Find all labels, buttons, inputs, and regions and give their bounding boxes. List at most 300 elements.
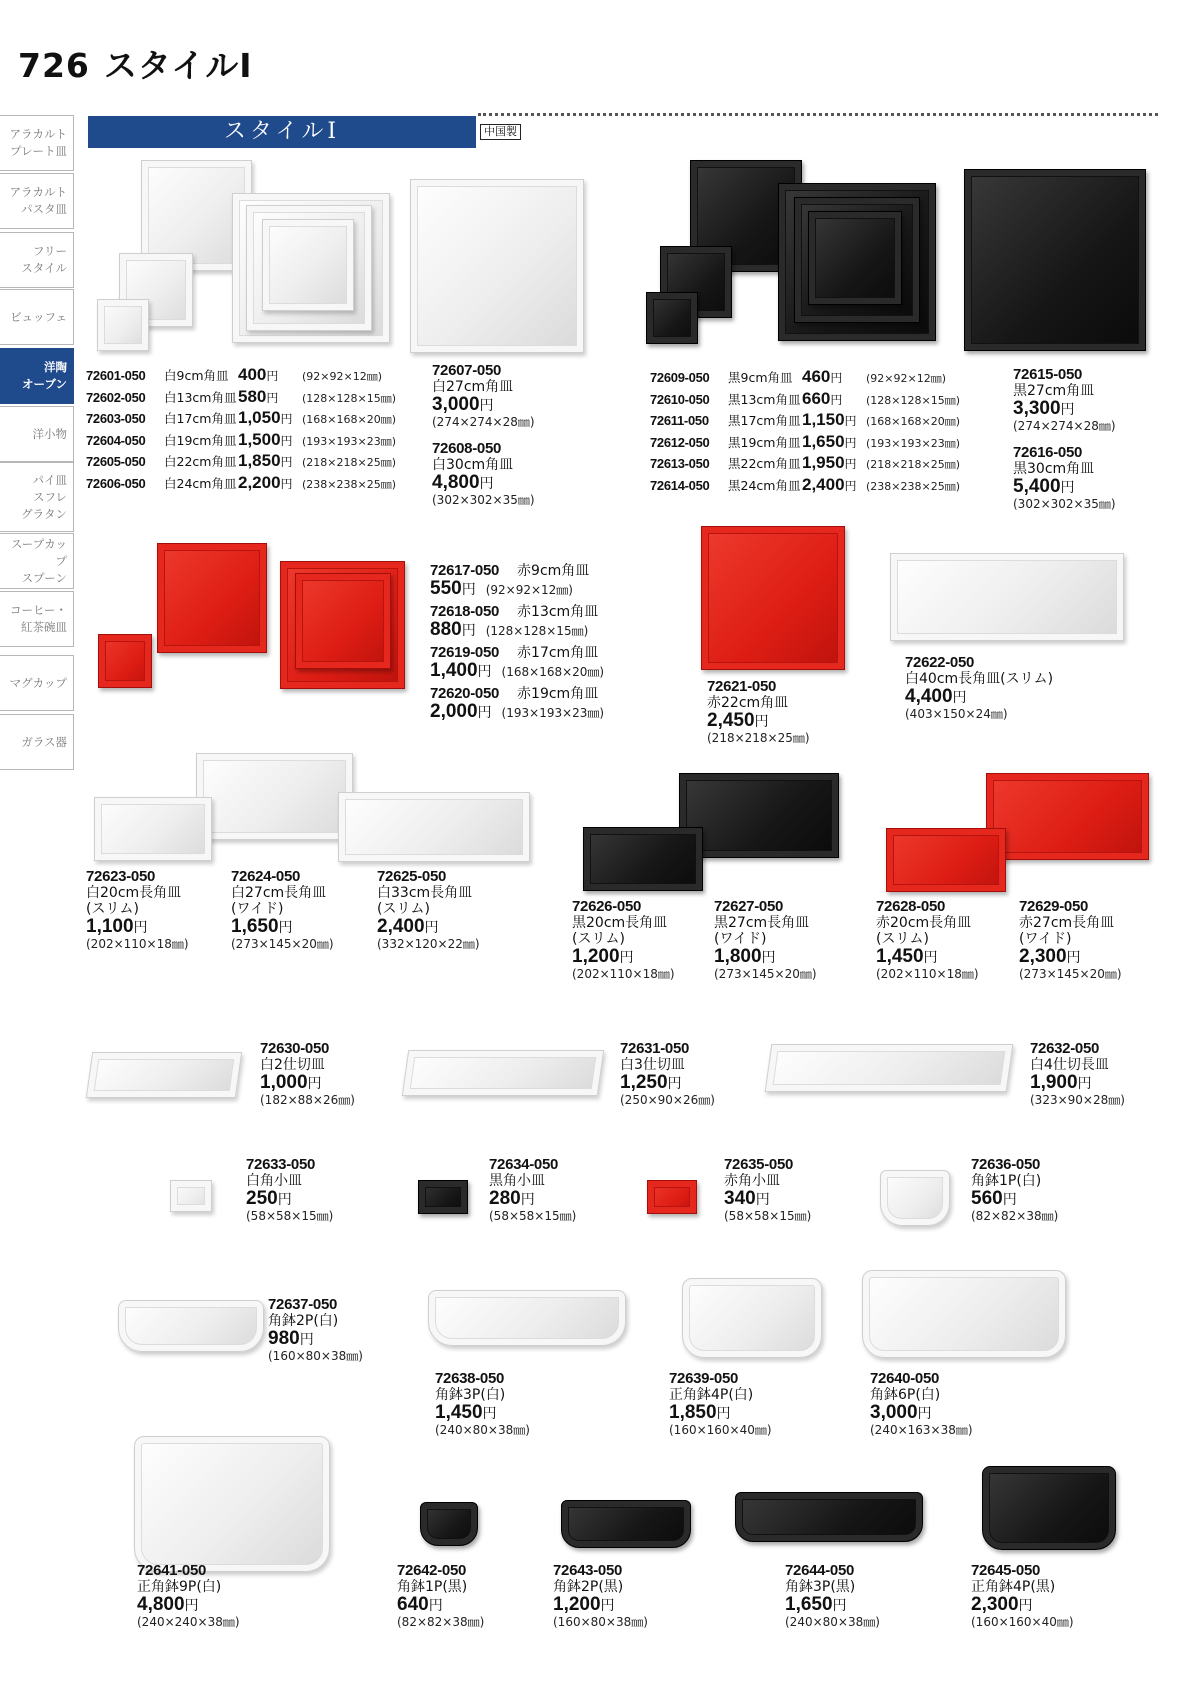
item-price bbox=[430, 579, 476, 599]
item-dimensions: (128×128×15㎜) bbox=[302, 391, 397, 405]
item-price bbox=[971, 1189, 1058, 1209]
item-code: 72640-050 bbox=[870, 1370, 940, 1387]
item-dimensions: (240×80×38㎜) bbox=[435, 1423, 530, 1437]
item-price bbox=[870, 1403, 973, 1423]
price-value: 4,800 bbox=[432, 472, 480, 493]
item-dimensions: (273×145×20㎜) bbox=[714, 967, 817, 981]
item-subtype: (ワイド) bbox=[1019, 931, 1072, 947]
table-row bbox=[86, 430, 396, 452]
currency-label: 円 bbox=[133, 919, 148, 935]
currency-label: 円 bbox=[477, 704, 492, 720]
item-code: 72643-050 bbox=[553, 1562, 623, 1579]
plate-image bbox=[338, 792, 530, 862]
currency-label: 円 bbox=[600, 1597, 615, 1613]
item-code: 72639-050 bbox=[669, 1370, 739, 1387]
item-price bbox=[260, 1073, 355, 1093]
item-dimensions: (58×58×15㎜) bbox=[489, 1209, 577, 1223]
item-name: 黒角小皿 bbox=[489, 1173, 545, 1189]
item-subtype: (スリム) bbox=[86, 901, 139, 917]
item-code: 72629-050 bbox=[1019, 898, 1089, 915]
product-info bbox=[137, 1562, 240, 1629]
product-info bbox=[1013, 444, 1116, 511]
sidebar-tab[interactable] bbox=[0, 714, 74, 770]
sidebar-tab-label: ガラス器 bbox=[21, 734, 67, 749]
item-price bbox=[432, 473, 535, 493]
price-value: 1,450 bbox=[876, 946, 924, 967]
plate-image bbox=[295, 573, 391, 669]
item-price bbox=[238, 408, 302, 429]
item-code: 72626-050 bbox=[572, 898, 642, 915]
item-code: 72635-050 bbox=[724, 1156, 794, 1173]
sidebar-tab[interactable] bbox=[0, 289, 74, 345]
item-dimensions: (323×90×28㎜) bbox=[1030, 1093, 1125, 1107]
item-code: 72631-050 bbox=[620, 1040, 690, 1057]
item-subtype: (スリム) bbox=[876, 931, 929, 947]
item-name: 角鉢3P(黒) bbox=[785, 1579, 856, 1595]
currency-label: 円 bbox=[1066, 949, 1081, 965]
currency-label: 円 bbox=[461, 581, 476, 597]
item-code: 72621-050 bbox=[707, 678, 777, 695]
currency-label: 円 bbox=[1077, 1075, 1092, 1091]
sidebar-tab-label: プレート皿 bbox=[9, 144, 67, 158]
item-price bbox=[268, 1329, 363, 1349]
price-value: 640 bbox=[397, 1594, 429, 1615]
sidebar-tab[interactable] bbox=[0, 655, 74, 711]
item-name: 角鉢3P(白) bbox=[435, 1387, 506, 1403]
currency-label: 円 bbox=[830, 392, 843, 407]
currency-label: 円 bbox=[832, 1597, 847, 1613]
sidebar-tab-label: アラカルト bbox=[9, 127, 67, 141]
item-code: 72601-050 bbox=[86, 368, 146, 383]
item-dimensions: (302×302×35㎜) bbox=[1013, 497, 1116, 511]
item-name: 赤19cm角皿 bbox=[517, 686, 599, 702]
product-info bbox=[707, 678, 810, 745]
list-item bbox=[430, 642, 604, 681]
currency-label: 円 bbox=[477, 663, 492, 679]
item-code: 72602-050 bbox=[86, 389, 146, 405]
list-item bbox=[430, 601, 604, 640]
sidebar-tab[interactable] bbox=[0, 173, 74, 229]
item-subtype: (スリム) bbox=[572, 931, 625, 947]
item-code: 72642-050 bbox=[397, 1562, 467, 1579]
product-info bbox=[86, 868, 189, 951]
item-dimensions: (250×90×26㎜) bbox=[620, 1093, 715, 1107]
sidebar-tab-label: スフレ bbox=[32, 489, 67, 504]
table-row bbox=[650, 432, 960, 454]
table-row bbox=[86, 451, 396, 473]
item-dimensions: (160×80×38㎜) bbox=[553, 1615, 648, 1629]
item-dimensions: (193×193×23㎜) bbox=[866, 436, 961, 450]
plate-image bbox=[646, 292, 698, 344]
item-code: 72645-050 bbox=[971, 1562, 1041, 1579]
item-dimensions: (92×92×12㎜) bbox=[485, 583, 573, 597]
item-name: 白9cm角皿 bbox=[164, 368, 229, 383]
item-name: 黒27cm角皿 bbox=[1013, 383, 1095, 399]
item-name: 正角鉢4P(黒) bbox=[971, 1579, 1056, 1595]
sidebar-tab-label: スタイル bbox=[21, 261, 67, 275]
sidebar-tab-label: スープカップ bbox=[10, 536, 67, 568]
product-info bbox=[1019, 898, 1122, 981]
price-value: 880 bbox=[430, 619, 462, 640]
item-dimensions: (202×110×18㎜) bbox=[876, 967, 979, 981]
item-price bbox=[1013, 477, 1116, 497]
item-subtype: (ワイド) bbox=[231, 901, 284, 917]
price-value: 1,000 bbox=[260, 1072, 308, 1093]
item-name: 赤角小皿 bbox=[724, 1173, 780, 1189]
item-price bbox=[377, 917, 480, 937]
page-title-text: スタイルⅠ bbox=[103, 46, 253, 85]
black-squares-table bbox=[650, 367, 960, 496]
item-dimensions: (218×218×25㎜) bbox=[302, 456, 397, 469]
item-code: 72644-050 bbox=[785, 1562, 855, 1579]
item-name: 黒9cm角皿 bbox=[728, 370, 793, 385]
item-name: 白角小皿 bbox=[246, 1173, 302, 1189]
item-dimensions: (273×145×20㎜) bbox=[231, 937, 334, 951]
item-dimensions: (218×218×25㎜) bbox=[866, 458, 961, 471]
item-price bbox=[714, 947, 817, 967]
item-dimensions: (168×168×20㎜) bbox=[302, 413, 397, 426]
plate-image bbox=[583, 827, 703, 891]
currency-label: 円 bbox=[280, 412, 293, 426]
price-value: 2,300 bbox=[1019, 946, 1067, 967]
currency-label: 円 bbox=[428, 1597, 443, 1613]
item-price bbox=[553, 1595, 648, 1615]
item-code: 72609-050 bbox=[650, 370, 710, 385]
table-row bbox=[650, 453, 960, 475]
item-price bbox=[137, 1595, 240, 1615]
item-price bbox=[238, 451, 302, 472]
item-subtype: (スリム) bbox=[377, 901, 430, 917]
plate-image bbox=[410, 179, 584, 353]
item-price bbox=[246, 1189, 333, 1209]
dotted-rule bbox=[478, 113, 1158, 116]
item-name: 赤20cm長角皿 bbox=[876, 915, 972, 931]
item-dimensions: (238×238×25㎜) bbox=[866, 479, 961, 493]
price-value: 2,000 bbox=[430, 701, 478, 722]
bowl-image bbox=[682, 1278, 822, 1358]
item-name: 赤27cm長角皿 bbox=[1019, 915, 1115, 931]
sidebar-tab-label: フリー bbox=[32, 244, 67, 258]
item-code: 72603-050 bbox=[86, 411, 146, 426]
table-row bbox=[86, 473, 396, 495]
price-value: 2,200 bbox=[238, 472, 281, 492]
item-dimensions: (202×110×18㎜) bbox=[86, 937, 189, 951]
sidebar-tab[interactable] bbox=[0, 406, 74, 462]
currency-label: 円 bbox=[280, 433, 293, 448]
item-name: 白27cm角皿 bbox=[432, 379, 514, 395]
sidebar-tab[interactable] bbox=[0, 348, 74, 404]
item-code: 72624-050 bbox=[231, 868, 301, 885]
bowl-image bbox=[561, 1500, 691, 1548]
item-code: 72630-050 bbox=[260, 1040, 330, 1057]
page-number: 726 bbox=[18, 46, 90, 85]
sidebar-tab[interactable] bbox=[0, 462, 74, 532]
item-price bbox=[1030, 1073, 1125, 1093]
price-value: 3,300 bbox=[1013, 398, 1061, 419]
item-price bbox=[238, 473, 302, 494]
item-name: 白13cm角皿 bbox=[164, 389, 237, 405]
currency-label: 円 bbox=[299, 1331, 314, 1347]
currency-label: 円 bbox=[184, 1597, 199, 1613]
price-value: 1,950 bbox=[802, 453, 845, 472]
plate-image bbox=[98, 634, 152, 688]
currency-label: 円 bbox=[1060, 401, 1075, 417]
sidebar-tab-label: グラタン bbox=[21, 506, 67, 521]
price-value: 1,200 bbox=[572, 946, 620, 967]
item-name: 角鉢1P(白) bbox=[971, 1173, 1042, 1189]
item-code: 72632-050 bbox=[1030, 1040, 1100, 1057]
table-row bbox=[86, 408, 396, 430]
sidebar-tab-label: 紅茶碗皿 bbox=[21, 620, 67, 634]
plate-image bbox=[196, 753, 353, 840]
item-name: 角鉢2P(白) bbox=[268, 1313, 339, 1329]
item-price bbox=[802, 410, 866, 431]
currency-label: 円 bbox=[479, 475, 494, 491]
price-value: 1,400 bbox=[430, 660, 478, 681]
sidebar-tab-label: 洋陶 bbox=[44, 360, 67, 374]
item-dimensions: (168×168×20㎜) bbox=[866, 415, 961, 428]
sidebar-tab[interactable] bbox=[0, 591, 74, 647]
item-code: 72628-050 bbox=[876, 898, 946, 915]
item-name: 正角鉢9P(白) bbox=[137, 1579, 222, 1595]
item-dimensions: (274×274×28㎜) bbox=[432, 415, 535, 429]
item-code: 72605-050 bbox=[86, 454, 146, 469]
product-info bbox=[1013, 366, 1116, 433]
price-value: 2,400 bbox=[377, 916, 425, 937]
item-dimensions: (403×150×24㎜) bbox=[905, 707, 1008, 721]
item-code: 72622-050 bbox=[905, 654, 975, 671]
price-value: 3,000 bbox=[870, 1402, 918, 1423]
item-code: 72614-050 bbox=[650, 477, 710, 493]
sidebar-tab-label: スプーン bbox=[21, 570, 67, 585]
item-price bbox=[971, 1595, 1074, 1615]
item-code: 72615-050 bbox=[1013, 366, 1083, 383]
price-value: 1,850 bbox=[669, 1402, 717, 1423]
price-value: 4,800 bbox=[137, 1594, 185, 1615]
item-dimensions: (92×92×12㎜) bbox=[866, 372, 947, 385]
product-info bbox=[432, 362, 535, 429]
plate-image bbox=[886, 828, 1006, 892]
product-info bbox=[971, 1156, 1058, 1223]
item-price bbox=[86, 917, 189, 937]
item-price bbox=[1019, 947, 1122, 967]
currency-label: 円 bbox=[923, 949, 938, 965]
plate-image bbox=[647, 1180, 697, 1214]
sidebar-tab-label: パスタ皿 bbox=[21, 202, 67, 216]
currency-label: 円 bbox=[280, 455, 293, 469]
item-price bbox=[572, 947, 675, 967]
currency-label: 円 bbox=[1018, 1597, 1033, 1613]
currency-label: 円 bbox=[917, 1405, 932, 1421]
sidebar-tab-label: 洋小物 bbox=[32, 426, 67, 441]
item-price bbox=[489, 1189, 576, 1209]
currency-label: 円 bbox=[844, 435, 857, 450]
product-info bbox=[553, 1562, 648, 1629]
item-price bbox=[669, 1403, 772, 1423]
sidebar-tab[interactable] bbox=[0, 533, 74, 589]
item-price bbox=[397, 1595, 484, 1615]
price-value: 280 bbox=[489, 1188, 521, 1209]
item-code: 72610-050 bbox=[650, 391, 710, 407]
item-price bbox=[876, 947, 979, 967]
bowl-image bbox=[880, 1170, 950, 1226]
currency-label: 円 bbox=[424, 919, 439, 935]
price-value: 460 bbox=[802, 367, 831, 386]
item-code: 72616-050 bbox=[1013, 444, 1083, 461]
item-code: 72612-050 bbox=[650, 434, 710, 450]
item-price bbox=[905, 687, 1053, 707]
item-name: 赤13cm角皿 bbox=[517, 604, 599, 620]
item-price bbox=[802, 453, 866, 474]
item-price bbox=[435, 1403, 530, 1423]
item-code: 72637-050 bbox=[268, 1296, 338, 1313]
item-name: 角鉢1P(黒) bbox=[397, 1579, 468, 1595]
item-code: 72636-050 bbox=[971, 1156, 1041, 1173]
price-value: 980 bbox=[268, 1328, 300, 1349]
item-dimensions: (82×82×38㎜) bbox=[397, 1615, 485, 1629]
item-subtype: (ワイド) bbox=[714, 931, 767, 947]
bowl-image bbox=[735, 1492, 923, 1542]
item-price bbox=[238, 387, 302, 408]
item-dimensions: (128×128×15㎜) bbox=[485, 624, 589, 638]
price-value: 1,900 bbox=[1030, 1072, 1078, 1093]
currency-label: 円 bbox=[461, 622, 476, 638]
item-name: 白4仕切長皿 bbox=[1030, 1057, 1109, 1073]
product-info bbox=[435, 1370, 530, 1437]
sidebar-tab[interactable] bbox=[0, 232, 74, 288]
sidebar-tab-label: パイ皿 bbox=[32, 472, 67, 487]
item-price bbox=[1013, 399, 1116, 419]
plate-image bbox=[986, 773, 1149, 860]
origin-badge: 中国製 bbox=[480, 124, 521, 140]
item-name: 正角鉢4P(白) bbox=[669, 1387, 754, 1403]
item-name: 黒27cm長角皿 bbox=[714, 915, 810, 931]
item-name: 角鉢6P(白) bbox=[870, 1387, 941, 1403]
currency-label: 円 bbox=[479, 397, 494, 413]
item-code: 72613-050 bbox=[650, 456, 710, 471]
item-code: 72641-050 bbox=[137, 1562, 207, 1579]
item-dimensions: (273×145×20㎜) bbox=[1019, 967, 1122, 981]
currency-label: 円 bbox=[952, 689, 967, 705]
item-dimensions: (238×238×25㎜) bbox=[302, 477, 397, 491]
currency-label: 円 bbox=[520, 1191, 535, 1207]
product-info bbox=[971, 1562, 1074, 1629]
currency-label: 円 bbox=[307, 1075, 322, 1091]
item-name: 白19cm角皿 bbox=[164, 432, 237, 448]
currency-label: 円 bbox=[482, 1405, 497, 1421]
item-dimensions: (160×80×38㎜) bbox=[268, 1349, 363, 1363]
currency-label: 円 bbox=[277, 1191, 292, 1207]
plate-image bbox=[765, 1044, 1014, 1092]
price-value: 1,050 bbox=[238, 408, 281, 427]
item-code: 72620-050 bbox=[430, 685, 500, 702]
price-value: 1,800 bbox=[714, 946, 762, 967]
currency-label: 円 bbox=[755, 1191, 770, 1207]
sidebar-tab-label: マグカップ bbox=[9, 675, 67, 690]
price-value: 2,300 bbox=[971, 1594, 1019, 1615]
item-dimensions: (202×110×18㎜) bbox=[572, 967, 675, 981]
item-name: 黒22cm角皿 bbox=[728, 456, 801, 471]
product-info bbox=[260, 1040, 355, 1107]
currency-label: 円 bbox=[667, 1075, 682, 1091]
item-code: 72608-050 bbox=[432, 440, 502, 457]
item-name: 赤22cm角皿 bbox=[707, 695, 789, 711]
item-price bbox=[430, 620, 476, 640]
item-price bbox=[785, 1595, 880, 1615]
list-item bbox=[430, 683, 604, 722]
currency-label: 円 bbox=[716, 1405, 731, 1421]
price-value: 1,850 bbox=[238, 451, 281, 470]
price-value: 4,400 bbox=[905, 686, 953, 707]
price-value: 250 bbox=[246, 1188, 278, 1209]
item-code: 72618-050 bbox=[430, 603, 500, 620]
price-value: 550 bbox=[430, 578, 462, 599]
plate-image bbox=[157, 543, 267, 653]
currency-label: 円 bbox=[1060, 479, 1075, 495]
bowl-image bbox=[862, 1270, 1066, 1358]
product-info bbox=[231, 868, 334, 951]
plate-image bbox=[418, 1180, 468, 1214]
item-dimensions: (218×218×25㎜) bbox=[707, 731, 810, 745]
product-info bbox=[876, 898, 979, 981]
price-value: 2,400 bbox=[802, 474, 845, 494]
product-info bbox=[268, 1296, 363, 1363]
white-squares-table bbox=[86, 365, 396, 494]
product-info bbox=[714, 898, 817, 981]
price-value: 2,450 bbox=[707, 710, 755, 731]
item-code: 72611-050 bbox=[650, 413, 709, 428]
item-name: 黒17cm角皿 bbox=[728, 413, 801, 428]
item-price bbox=[802, 389, 866, 410]
table-row bbox=[650, 475, 960, 497]
product-info bbox=[432, 440, 535, 507]
item-code: 72619-050 bbox=[430, 644, 500, 661]
item-price bbox=[432, 395, 535, 415]
product-info bbox=[785, 1562, 880, 1629]
currency-label: 円 bbox=[266, 369, 279, 383]
currency-label: 円 bbox=[1002, 1191, 1017, 1207]
product-info bbox=[724, 1156, 811, 1223]
sidebar-tab[interactable] bbox=[0, 115, 74, 171]
item-dimensions: (240×240×38㎜) bbox=[137, 1615, 240, 1629]
item-dimensions: (160×160×40㎜) bbox=[669, 1423, 772, 1437]
item-code: 72623-050 bbox=[86, 868, 156, 885]
bowl-image bbox=[118, 1300, 264, 1352]
item-name: 白24cm角皿 bbox=[164, 475, 237, 491]
product-info bbox=[1030, 1040, 1125, 1107]
price-value: 580 bbox=[238, 386, 267, 406]
bowl-image bbox=[428, 1290, 626, 1346]
currency-label: 円 bbox=[830, 371, 843, 385]
item-code: 72627-050 bbox=[714, 898, 784, 915]
currency-label: 円 bbox=[266, 390, 279, 405]
item-name: 赤17cm角皿 bbox=[517, 645, 599, 661]
series-header: スタイルⅠ bbox=[88, 116, 476, 148]
item-dimensions: (58×58×15㎜) bbox=[246, 1209, 334, 1223]
list-item bbox=[430, 560, 604, 599]
item-dimensions: (332×120×22㎜) bbox=[377, 937, 480, 951]
currency-label: 円 bbox=[844, 414, 857, 428]
item-code: 72606-050 bbox=[86, 475, 146, 491]
table-row bbox=[86, 365, 396, 387]
item-dimensions: (193×193×23㎜) bbox=[302, 434, 397, 448]
item-name: 白3仕切皿 bbox=[620, 1057, 685, 1073]
currency-label: 円 bbox=[761, 949, 776, 965]
item-name: 白17cm角皿 bbox=[164, 411, 237, 426]
plate-image bbox=[86, 1052, 242, 1098]
plate-image bbox=[170, 1180, 212, 1212]
currency-label: 円 bbox=[278, 919, 293, 935]
